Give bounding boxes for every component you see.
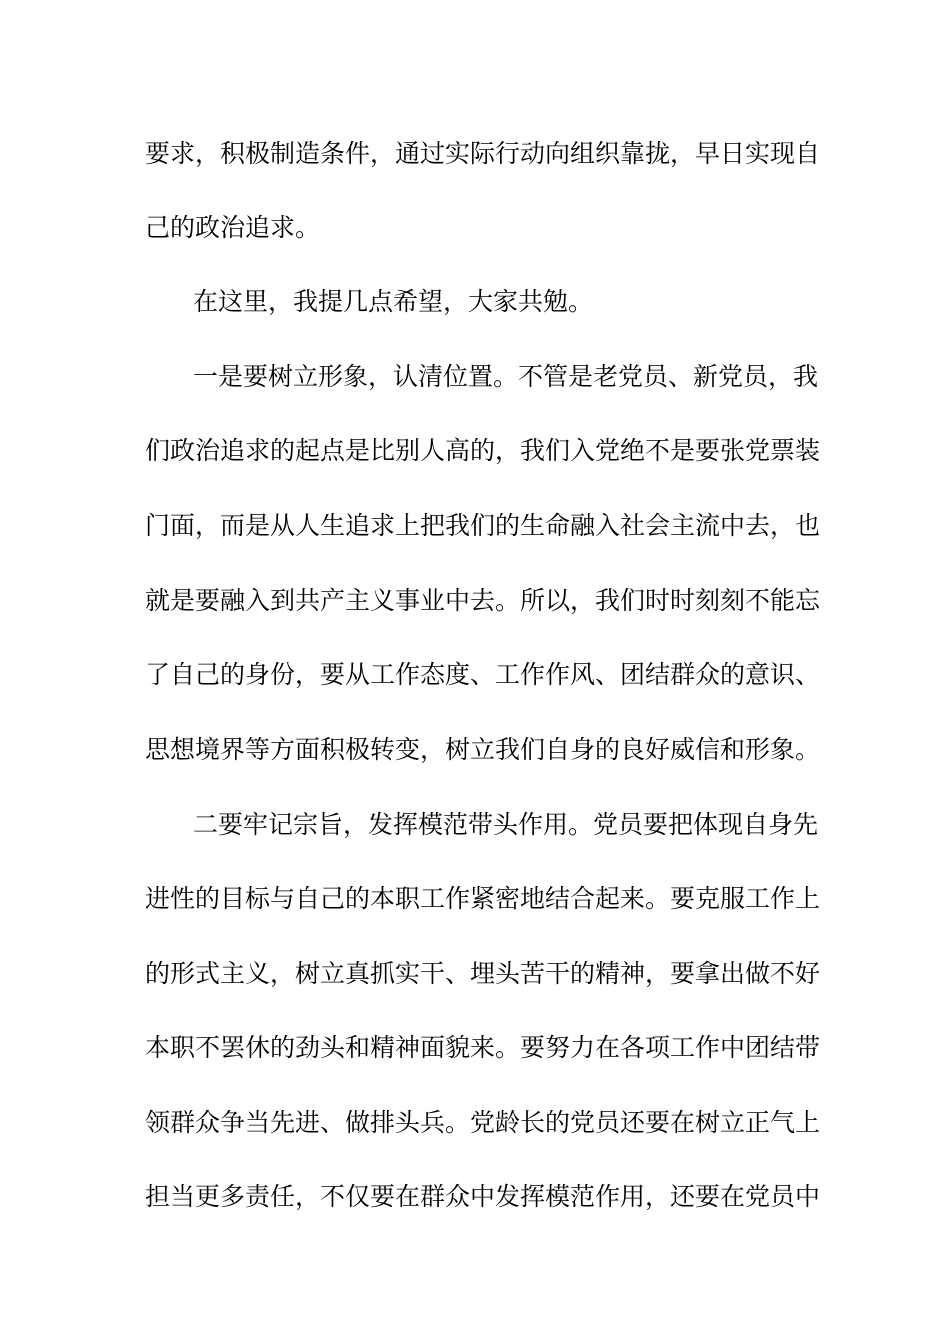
text-line-8: 了自己的身份，要从工作态度、工作作风、团结群众的意识、: [145, 660, 821, 689]
text-line-6: 门面，而是从人生追求上把我们的生命融入社会主流中去，也: [145, 511, 821, 540]
text-line-7: 就是要融入到共产主义事业中去。所以，我们时时刻刻不能忘: [145, 586, 821, 615]
text-line-13: 本职不罢休的劲头和精神面貌来。要努力在各项工作中团结带: [145, 1033, 821, 1062]
text-line-3: 在这里，我提几点希望，大家共勉。: [193, 287, 594, 316]
text-line-15: 担当更多责任，不仅要在群众中发挥模范作用，还要在党员中: [145, 1182, 821, 1211]
text-line-4: 一是要树立形象，认清位置。不管是老党员、新党员，我: [193, 362, 819, 391]
text-line-12: 的形式主义，树立真抓实干、埋头苦干的精神，要拿出做不好: [145, 959, 821, 988]
text-line-2: 己的政治追求。: [145, 213, 321, 242]
text-line-9: 思想境界等方面积极转变，树立我们自身的良好威信和形象。: [145, 735, 821, 764]
text-line-10: 二要牢记宗旨，发挥模范带头作用。党员要把体现自身先: [193, 810, 819, 839]
text-line-1: 要求，积极制造条件，通过实际行动向组织靠拢，早日实现自: [145, 139, 821, 168]
text-line-5: 们政治追求的起点是比别人高的，我们入党绝不是要张党票装: [145, 436, 821, 465]
text-line-11: 进性的目标与自己的本职工作紧密地结合起来。要克服工作上: [145, 884, 821, 913]
text-line-14: 领群众争当先进、做排头兵。党龄长的党员还要在树立正气上: [145, 1108, 821, 1137]
